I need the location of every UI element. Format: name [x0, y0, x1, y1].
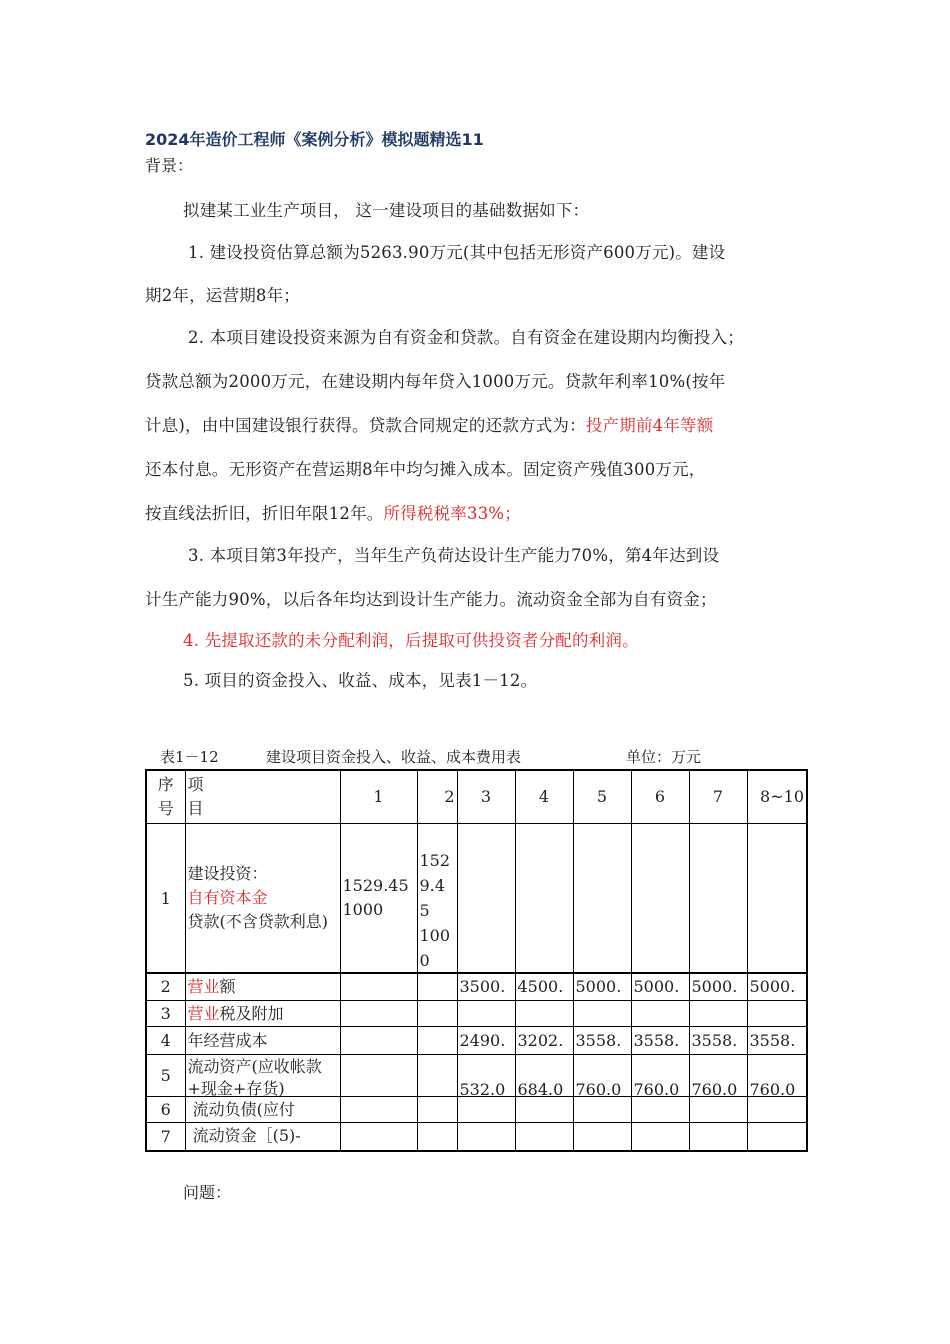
- value-cell: [417, 973, 457, 1001]
- document-title: 2024年造价工程师《案例分析》模拟题精选11: [145, 130, 484, 149]
- value-cell: [631, 1097, 689, 1123]
- row-seq: 4: [146, 1027, 185, 1055]
- value-cell: [573, 1097, 631, 1123]
- header-col: 1: [340, 770, 417, 823]
- item2-line1: 2. 本项目建设投资来源为自有资金和贷款。自有资金在建设期内均衡投入；: [188, 328, 744, 347]
- row-seq: 2: [146, 973, 185, 1001]
- value-cell: [457, 1001, 515, 1027]
- item-own-capital: 自有资本金: [187, 888, 268, 907]
- row-seq: 6: [146, 1097, 185, 1123]
- intro-paragraph: 拟建某工业生产项目， 这一建设项目的基础数据如下：: [183, 201, 590, 220]
- table-row: [146, 1055, 807, 1097]
- item-text: 年经营成本: [187, 1030, 268, 1050]
- table-caption: [160, 746, 701, 767]
- header-item: 项目: [185, 770, 340, 823]
- value-cell: [747, 1001, 807, 1027]
- value-cell: [340, 1123, 417, 1151]
- value-cell: [340, 1027, 417, 1055]
- value-cell: [573, 1001, 631, 1027]
- row-item: [185, 1027, 340, 1055]
- item2-line5: [145, 500, 521, 524]
- repayment-term-highlight: 投产期前4年等额: [585, 416, 714, 435]
- table-row: [146, 1123, 807, 1151]
- value-cell: [340, 1001, 417, 1027]
- item3-line1: 3. 本项目第3年投产，当年生产负荷达设计生产能力70%，第4年达到设: [188, 546, 720, 565]
- item-text: 流动资产(应收帐款+现金+存货): [187, 1056, 322, 1096]
- item-text: 流动负债(应付: [187, 1099, 295, 1119]
- background-label: 背景：: [145, 156, 194, 175]
- value-cell: 760.0: [747, 1055, 807, 1097]
- value-cell: [417, 1001, 457, 1027]
- value-cell: [573, 1123, 631, 1151]
- value-cell: [631, 1001, 689, 1027]
- tax-rate-highlight: 所得税税率33%；: [383, 504, 521, 523]
- item-loan: 贷款(不含贷款利息): [187, 912, 328, 931]
- value-cell: [689, 1001, 747, 1027]
- item-construction-investment: 建设投资：: [187, 864, 268, 883]
- value-cell: [515, 1001, 573, 1027]
- item2-line2: 贷款总额为2000万元，在建设期内每年贷入1000万元。贷款年利率10%(按年: [145, 372, 726, 391]
- value-cell: [515, 1097, 573, 1123]
- value-cell: [747, 1123, 807, 1151]
- item1-line1: 1. 建设投资估算总额为5263.90万元(其中包括无形资产600万元)。建设: [188, 243, 726, 262]
- table-title: 建设项目资金投入、收益、成本费用表: [266, 748, 522, 766]
- value-cell: 3500.: [457, 973, 515, 1001]
- value-cell: 5000.: [573, 973, 631, 1001]
- value-cell: 760.0: [631, 1055, 689, 1097]
- header-col: 5: [573, 770, 631, 823]
- value-cell: [631, 1123, 689, 1151]
- header-col: 7: [689, 770, 747, 823]
- table-row: [146, 1097, 807, 1123]
- value-cell: [689, 1123, 747, 1151]
- value-cell: 3558.: [631, 1027, 689, 1055]
- header-col: 2: [417, 770, 457, 823]
- row-item: [185, 1097, 340, 1123]
- row-seq: 5: [146, 1055, 185, 1097]
- row-seq: 3: [146, 1001, 185, 1027]
- row-item: [185, 1001, 340, 1027]
- header-col: 3: [457, 770, 515, 823]
- value-cell: 760.0: [573, 1055, 631, 1097]
- item-text: 额: [219, 976, 236, 996]
- table-row: [146, 823, 807, 973]
- table-row: [146, 973, 807, 1001]
- value-cell: [515, 1123, 573, 1151]
- value-cell: [747, 1097, 807, 1123]
- value-cell: [457, 1123, 515, 1151]
- item1-line2: 期2年，运营期8年；: [145, 286, 300, 305]
- value-cell: 4500.: [515, 973, 573, 1001]
- value-cell: [457, 1097, 515, 1123]
- questions-label: 问题：: [183, 1183, 232, 1202]
- value-cell: [689, 1097, 747, 1123]
- year2-values: 1529.45 1000: [417, 823, 457, 973]
- value-cell: 3558.: [573, 1027, 631, 1055]
- value-cell: 684.0: [515, 1055, 573, 1097]
- value-cell: [340, 1055, 417, 1097]
- header-col: 6: [631, 770, 689, 823]
- item3-line2: 计生产能力90%，以后各年均达到设计生产能力。流动资金全部为自有资金；: [145, 590, 717, 609]
- item-highlight: 营业: [187, 976, 220, 996]
- header-col: 8~10: [747, 770, 807, 823]
- item-text: 税及附加: [219, 1003, 284, 1023]
- table-row: [146, 1001, 807, 1027]
- table-row: [146, 1027, 807, 1055]
- item2-line3: [145, 412, 713, 436]
- value-cell: 3558.: [689, 1027, 747, 1055]
- item2-line3-text: 计息)，由中国建设银行获得。贷款合同规定的还款方式为：: [145, 416, 586, 435]
- value-cell: [417, 1027, 457, 1055]
- value-cell: [417, 1055, 457, 1097]
- value-cell: [340, 973, 417, 1001]
- value-cell: 760.0: [689, 1055, 747, 1097]
- item-highlight: 营业: [187, 1003, 220, 1023]
- row-item: [185, 823, 340, 973]
- table-number: 表1－12: [160, 748, 219, 766]
- item5-paragraph: 5. 项目的资金投入、收益、成本，见表1－12。: [183, 671, 538, 690]
- row-seq: 1: [146, 823, 185, 973]
- value-cell: 5000.: [689, 973, 747, 1001]
- item4-paragraph: 4. 先提取还款的未分配利润，后提取可供投资者分配的利润。: [183, 631, 639, 650]
- row-item: [185, 1055, 340, 1097]
- value-cell: 3202.: [515, 1027, 573, 1055]
- header-seq: 序号: [146, 770, 185, 823]
- value-cell: [417, 1097, 457, 1123]
- value-cell: 3558.: [747, 1027, 807, 1055]
- row-seq: 7: [146, 1123, 185, 1151]
- item2-line5-text: 按直线法折旧，折旧年限12年。: [145, 504, 384, 523]
- year1-values: 1529.45 1000: [340, 823, 417, 973]
- row-item: [185, 973, 340, 1001]
- data-table-body: [145, 972, 808, 1152]
- row-item: [185, 1123, 340, 1151]
- value-cell: 532.0: [457, 1055, 515, 1097]
- value-cell: 2490.: [457, 1027, 515, 1055]
- table-unit: 单位：万元: [626, 748, 702, 766]
- table-header-row: [146, 770, 807, 823]
- value-cell: [417, 1123, 457, 1151]
- item2-line4: 还本付息。无形资产在营运期8年中均匀摊入成本。固定资产残值300万元，: [145, 460, 706, 479]
- header-col: 4: [515, 770, 573, 823]
- item-text: 流动资金［(5)-: [187, 1126, 301, 1146]
- value-cell: 5000.: [631, 973, 689, 1001]
- data-table: [145, 769, 808, 974]
- value-cell: 5000.: [747, 973, 807, 1001]
- value-cell: [340, 1097, 417, 1123]
